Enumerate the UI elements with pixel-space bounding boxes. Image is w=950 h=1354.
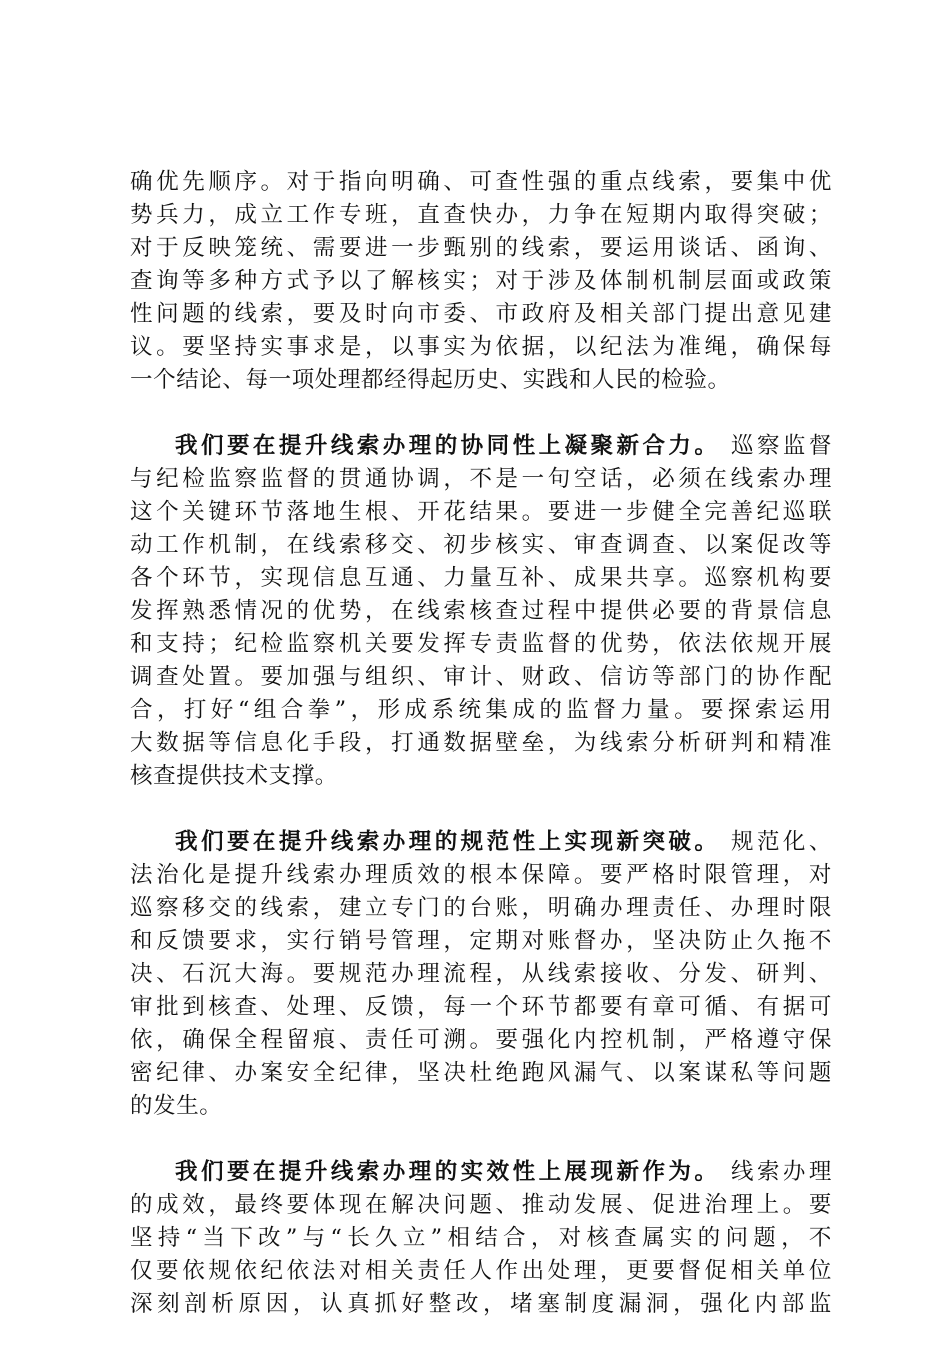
paragraph-1 xyxy=(130,166,832,397)
text-line-tail: 巡察监督 xyxy=(730,433,832,459)
text-line: 议。要坚持实事求是，以事实为依据，以纪法为准绳，确保每 xyxy=(130,334,832,360)
text-line: 确优先顺序。对于指向明确、可查性强的重点线索，要集中优 xyxy=(130,169,832,195)
text-line: 依，确保全程留痕、责任可溯。要强化内控机制，严格遵守保 xyxy=(130,1027,832,1053)
text-line: 与纪检监察监督的贯通协调，不是一句空话，必须在线索办理 xyxy=(130,466,832,492)
text-line-with-heading xyxy=(130,430,832,463)
text-line: 势兵力，成立工作专班，直查快办，力争在短期内取得突破； xyxy=(130,202,832,228)
text-line-with-heading xyxy=(130,1156,832,1189)
text-line: 发挥熟悉情况的优势，在线索核查过程中提供必要的背景信息 xyxy=(130,598,832,624)
paragraph-heading: 我们要在提升线索办理的实效性上展现新作为。 xyxy=(175,1159,721,1185)
paragraph-4 xyxy=(130,1156,832,1321)
text-line: 的发生。 xyxy=(130,1093,223,1119)
paragraph-3 xyxy=(130,826,832,1123)
text-line: 调查处置。要加强与组织、审计、财政、信访等部门的协作配 xyxy=(130,664,832,690)
text-line: 深刻剖析原因，认真抓好整改，堵塞制度漏洞，强化内部监 xyxy=(130,1291,832,1317)
text-line: 坚持“当下改”与“长久立”相结合，对核查属实的问题，不 xyxy=(130,1225,832,1251)
text-line: 这个关键环节落地生根、开花结果。要进一步健全完善纪巡联 xyxy=(130,499,832,525)
text-line-tail: 线索办理 xyxy=(730,1159,832,1185)
text-line-with-heading xyxy=(130,826,832,859)
text-line: 和支持；纪检监察机关要发挥专责监督的优势，依法依规开展 xyxy=(130,631,832,657)
text-line: 和反馈要求，实行销号管理，定期对账督办，坚决防止久拖不 xyxy=(130,928,832,954)
text-line: 性问题的线索，要及时向市委、市政府及相关部门提出意见建 xyxy=(130,301,832,327)
text-line: 巡察移交的线索，建立专门的台账，明确办理责任、办理时限 xyxy=(130,895,832,921)
text-line: 大数据等信息化手段，打通数据壁垒，为线索分析研判和精准 xyxy=(130,730,832,756)
text-line: 对于反映笼统、需要进一步甄别的线索，要运用谈话、函询、 xyxy=(130,235,832,261)
text-line: 查询等多种方式予以了解核实；对于涉及体制机制层面或政策 xyxy=(130,268,832,294)
text-line: 的成效，最终要体现在解决问题、推动发展、促进治理上。要 xyxy=(130,1192,832,1218)
document-body xyxy=(130,166,832,1354)
text-line: 仅要依规依纪依法对相关责任人作出处理，更要督促相关单位 xyxy=(130,1258,832,1284)
text-line: 合，打好“组合拳”，形成系统集成的监督力量。要探索运用 xyxy=(130,697,832,723)
text-line: 审批到核查、处理、反馈，每一个环节都要有章可循、有据可 xyxy=(130,994,832,1020)
text-line: 决、石沉大海。要规范办理流程，从线索接收、分发、研判、 xyxy=(130,961,832,987)
text-line: 动工作机制，在线索移交、初步核实、审查调查、以案促改等 xyxy=(130,532,832,558)
text-line: 一个结论、每一项处理都经得起历史、实践和人民的检验。 xyxy=(130,367,731,393)
text-line: 密纪律、办案安全纪律，坚决杜绝跑风漏气、以案谋私等问题 xyxy=(130,1060,832,1086)
text-line-tail: 规范化、 xyxy=(730,829,832,855)
text-line: 核查提供技术支撑。 xyxy=(130,763,338,789)
text-line: 各个环节，实现信息互通、力量互补、成果共享。巡察机构要 xyxy=(130,565,832,591)
text-line: 法治化是提升线索办理质效的根本保障。要严格时限管理，对 xyxy=(130,862,832,888)
paragraph-heading: 我们要在提升线索办理的协同性上凝聚新合力。 xyxy=(175,433,721,459)
paragraph-2 xyxy=(130,430,832,793)
paragraph-heading: 我们要在提升线索办理的规范性上实现新突破。 xyxy=(175,829,721,855)
